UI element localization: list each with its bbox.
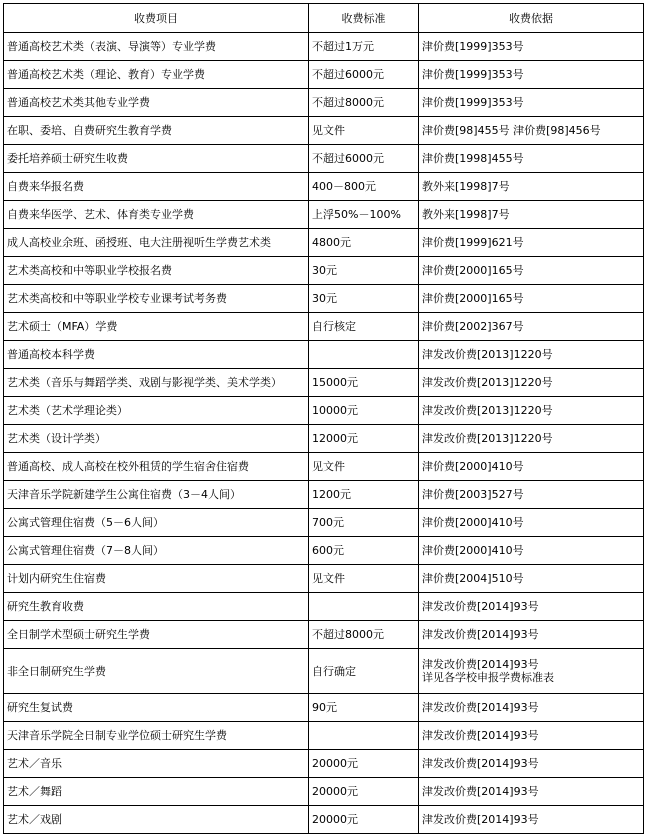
cell-item: 自费来华报名费 [4,173,309,201]
cell-standard: 不超过6000元 [309,145,419,173]
cell-standard: 90元 [309,694,419,722]
header-row [4,4,644,33]
cell-standard: 700元 [309,509,419,537]
table-row [4,285,644,313]
cell-standard: 12000元 [309,425,419,453]
cell-basis: 津发改价费[2014]93号 [419,694,644,722]
cell-item: 艺术类高校和中等职业学校报名费 [4,257,309,285]
cell-basis-line: 津发改价费[2014]93号 [422,658,539,671]
fee-table [3,3,644,834]
cell-item: 全日制学术型硕士研究生学费 [4,621,309,649]
cell-basis: 津价费[2000]410号 [419,453,644,481]
cell-standard: 15000元 [309,369,419,397]
cell-basis: 津价费[2004]510号 [419,565,644,593]
cell-item: 天津音乐学院全日制专业学位硕士研究生学费 [4,722,309,750]
table-row [4,593,644,621]
cell-basis: 津价费[2002]367号 [419,313,644,341]
cell-item: 自费来华医学、艺术、体育类专业学费 [4,201,309,229]
table-row [4,565,644,593]
cell-basis: 津发改价费[2014]93号 [419,806,644,834]
table-row [4,61,644,89]
table-row [4,33,644,61]
cell-standard: 不超过6000元 [309,61,419,89]
cell-basis: 津价费[1999]353号 [419,33,644,61]
cell-basis: 津发改价费[2014]93号 [419,722,644,750]
cell-item: 公寓式管理住宿费（5－6人间） [4,509,309,537]
cell-item: 艺术类（艺术学理论类） [4,397,309,425]
cell-standard: 不超过1万元 [309,33,419,61]
table-row [4,453,644,481]
cell-basis: 津价费[1999]353号 [419,61,644,89]
table-row [4,369,644,397]
cell-item: 普通高校艺术类（理论、教育）专业学费 [4,61,309,89]
cell-basis: 津价费[2000]410号 [419,537,644,565]
cell-item: 委托培养硕士研究生收费 [4,145,309,173]
table-row [4,201,644,229]
cell-standard: 10000元 [309,397,419,425]
cell-item: 艺术类（设计学类） [4,425,309,453]
cell-item: 成人高校业余班、函授班、电大注册视听生学费艺术类 [4,229,309,257]
table-row [4,722,644,750]
cell-basis: 教外来[1998]7号 [419,201,644,229]
table-row [4,257,644,285]
table-row [4,229,644,257]
cell-standard: 600元 [309,537,419,565]
cell-basis: 津价费[1999]621号 [419,229,644,257]
table-row [4,397,644,425]
cell-basis: 津价费[2000]165号 [419,285,644,313]
table-row [4,173,644,201]
cell-item: 艺术／音乐 [4,750,309,778]
cell-basis: 津价费[2000]410号 [419,509,644,537]
cell-item: 公寓式管理住宿费（7－8人间） [4,537,309,565]
cell-item: 天津音乐学院新建学生公寓住宿费（3－4人间） [4,481,309,509]
cell-item: 普通高校艺术类（表演、导演等）专业学费 [4,33,309,61]
cell-standard [309,341,419,369]
cell-standard: 20000元 [309,778,419,806]
cell-item: 艺术类高校和中等职业学校专业课考试考务费 [4,285,309,313]
table-row [4,341,644,369]
cell-item: 艺术／舞蹈 [4,778,309,806]
cell-basis: 津发改价费[2014]93号 [419,621,644,649]
header-item: 收费项目 [4,4,309,33]
cell-basis: 津发改价费[2013]1220号 [419,341,644,369]
table-row [4,481,644,509]
table-row [4,145,644,173]
cell-item: 普通高校、成人高校在校外租赁的学生宿舍住宿费 [4,453,309,481]
table-row [4,89,644,117]
cell-item: 艺术硕士（MFA）学费 [4,313,309,341]
cell-basis: 津价费[1998]455号 [419,145,644,173]
cell-item: 非全日制研究生学费 [4,649,309,694]
cell-standard: 30元 [309,257,419,285]
cell-standard: 1200元 [309,481,419,509]
cell-standard: 见文件 [309,117,419,145]
cell-item: 艺术／戏剧 [4,806,309,834]
table-body [4,33,644,834]
table-row [4,509,644,537]
cell-standard: 上浮50%－100% [309,201,419,229]
cell-basis: 津发改价费[2013]1220号 [419,369,644,397]
table-row [4,117,644,145]
cell-item: 计划内研究生住宿费 [4,565,309,593]
table-row [4,694,644,722]
cell-basis: 津价费[2000]165号 [419,257,644,285]
cell-item: 艺术类（音乐与舞蹈学类、戏剧与影视学类、美术学类） [4,369,309,397]
table-row [4,537,644,565]
table-row [4,778,644,806]
cell-standard: 20000元 [309,750,419,778]
cell-basis: 津发改价费[2013]1220号 [419,397,644,425]
cell-basis: 津发改价费[2013]1220号 [419,425,644,453]
table-row [4,313,644,341]
cell-standard: 自行确定 [309,649,419,694]
table-row [4,649,644,694]
cell-standard: 30元 [309,285,419,313]
cell-item: 研究生复试费 [4,694,309,722]
cell-standard: 20000元 [309,806,419,834]
cell-basis: 津发改价费[2014]93号 [419,778,644,806]
cell-basis: 津发改价费[2014]93号 [419,593,644,621]
header-basis: 收费依据 [419,4,644,33]
cell-item: 研究生教育收费 [4,593,309,621]
cell-standard: 400－800元 [309,173,419,201]
cell-basis: 津价费[1999]353号 [419,89,644,117]
table-row [4,806,644,834]
table-row [4,621,644,649]
cell-standard: 见文件 [309,565,419,593]
cell-standard: 不超过8000元 [309,621,419,649]
cell-standard: 自行核定 [309,313,419,341]
cell-standard: 不超过8000元 [309,89,419,117]
cell-item: 普通高校本科学费 [4,341,309,369]
table-row [4,425,644,453]
table-row [4,750,644,778]
cell-item: 在职、委培、自费研究生教育学费 [4,117,309,145]
cell-standard: 4800元 [309,229,419,257]
cell-basis: 津价费[2003]527号 [419,481,644,509]
header-standard: 收费标准 [309,4,419,33]
cell-standard [309,722,419,750]
cell-basis-note: 详见各学校申报学费标准表 [422,671,554,684]
cell-standard: 见文件 [309,453,419,481]
cell-standard [309,593,419,621]
cell-basis: 教外来[1998]7号 [419,173,644,201]
cell-basis: 津价费[98]455号 津价费[98]456号 [419,117,644,145]
cell-basis: 津发改价费[2014]93号 [419,750,644,778]
cell-basis [419,649,644,694]
cell-item: 普通高校艺术类其他专业学费 [4,89,309,117]
